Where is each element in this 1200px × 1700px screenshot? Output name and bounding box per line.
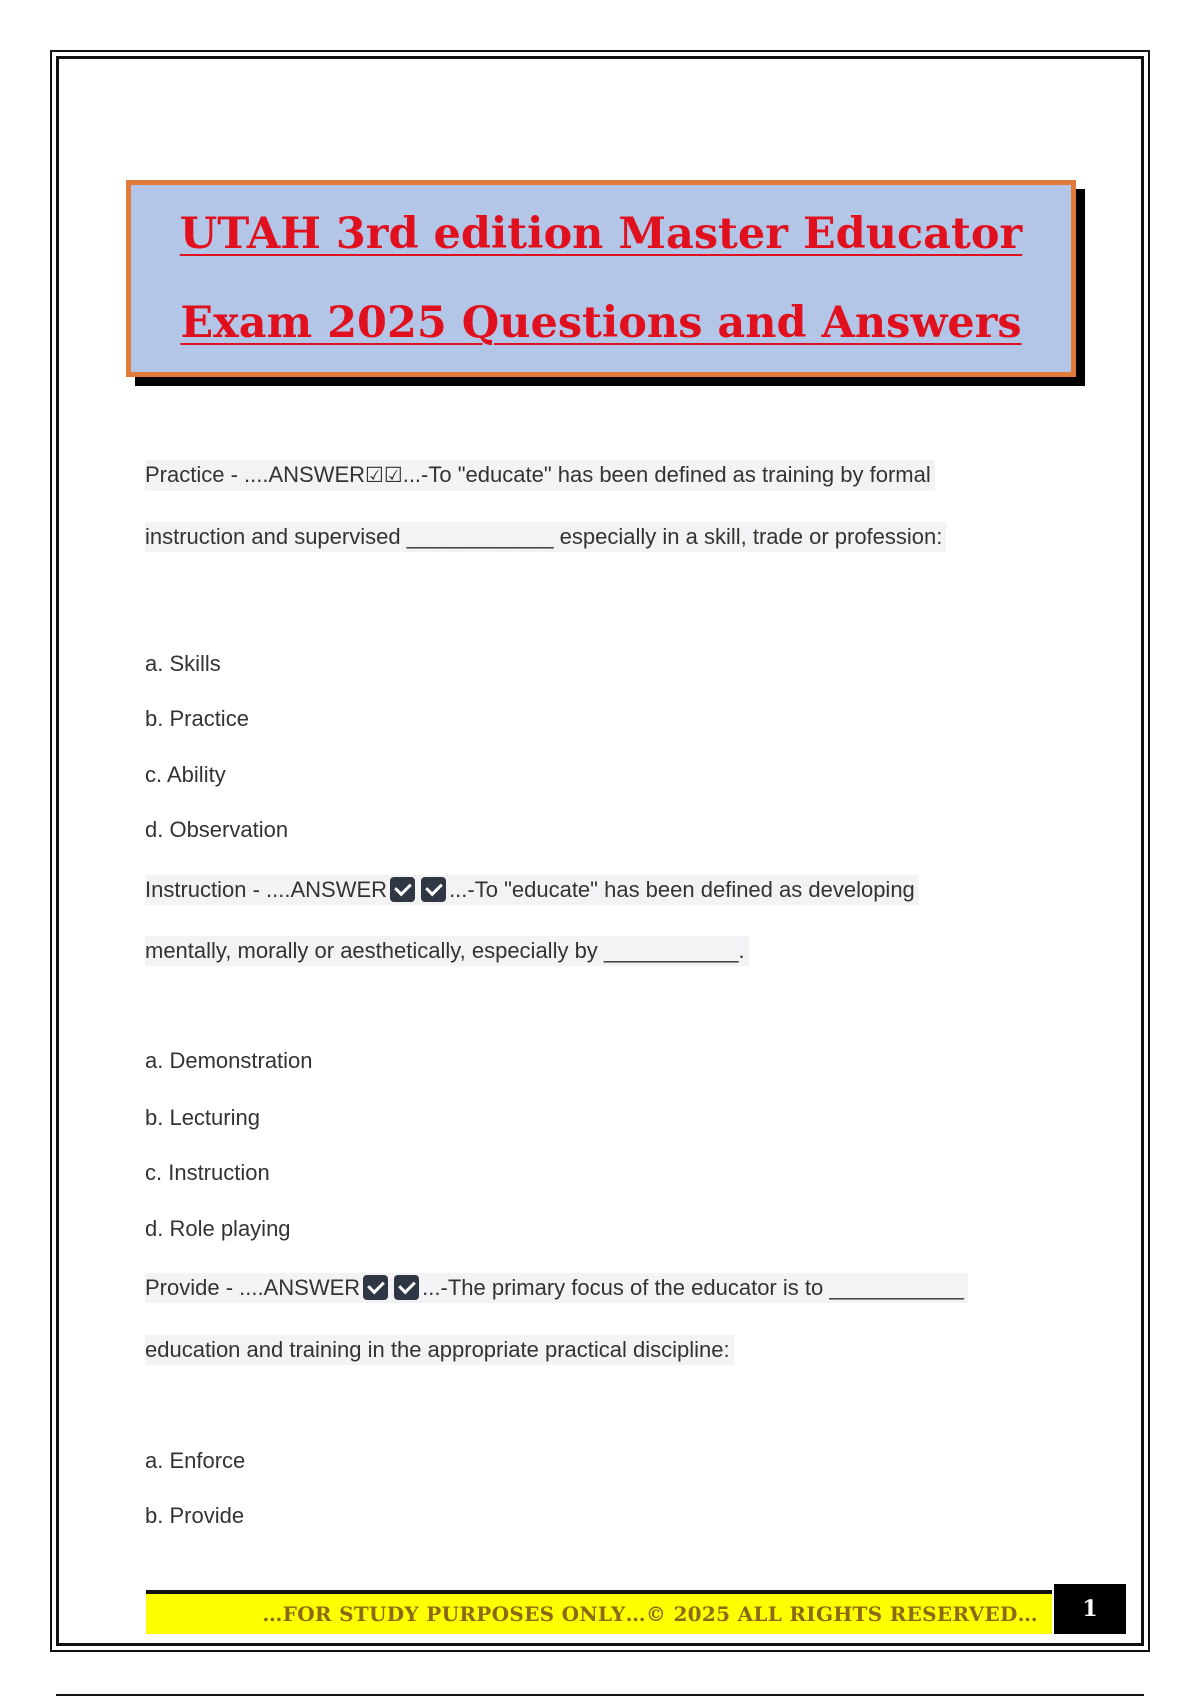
checkbox-checked-icon: [394, 1275, 419, 1300]
page-number-box: [1054, 1584, 1126, 1634]
question-1-option-a: a. Skills: [145, 651, 221, 676]
question-2-text-part-1: ...-To "educate" has been defined as developing: [449, 877, 915, 902]
page-number: 1: [1082, 1596, 1098, 1622]
title-line-2: Exam 2025 Questions and Answers: [180, 297, 1022, 348]
question-1-line-2: instruction and supervised ____________ especially in a skill, trade or profession:: [145, 522, 946, 552]
question-2-option-b: b. Lecturing: [145, 1105, 260, 1130]
question-1-option-c: c. Ability: [145, 762, 226, 787]
question-1-option-b: b. Practice: [145, 706, 249, 731]
question-2-option-d: d. Role playing: [145, 1216, 291, 1241]
checkbox-checked-icon: [421, 877, 446, 902]
question-2-option-a: a. Demonstration: [145, 1048, 313, 1073]
question-3-line-2: education and training in the appropriate practical discipline:: [145, 1335, 734, 1365]
question-2-line-1: [145, 875, 919, 905]
question-1-text-part-1: ...-To "educate" has been defined as training by formal: [402, 462, 931, 487]
question-3-answer-prefix: Provide - ....ANSWER: [145, 1275, 361, 1300]
question-2-answer-prefix: Instruction - ....ANSWER: [145, 877, 388, 902]
question-3-option-a: a. Enforce: [145, 1448, 246, 1473]
title-line-1: UTAH 3rd edition Master Educator: [179, 208, 1023, 259]
question-1-answer-marks: ☑☑: [365, 464, 403, 487]
title-box: [126, 180, 1076, 377]
checkbox-checked-icon: [363, 1275, 388, 1300]
footer-bar: [146, 1590, 1052, 1634]
question-1-answer-prefix: Practice - ....ANSWER: [145, 462, 366, 487]
question-1-line-1: [145, 460, 935, 491]
checkbox-checked-icon: [390, 877, 415, 902]
question-1-option-d: d. Observation: [145, 817, 289, 842]
question-3-option-b: b. Provide: [145, 1503, 245, 1528]
footer-text: …FOR STUDY PURPOSES ONLY…© 2025 ALL RIGHTS RESERVED…: [262, 1602, 1038, 1626]
question-2-line-2: mentally, morally or aesthetically, especially by ___________.: [145, 936, 749, 966]
question-2-option-c: c. Instruction: [145, 1160, 270, 1185]
question-3-text-part-1: ...-The primary focus of the educator is to ___________: [422, 1275, 964, 1300]
bottom-rule: [56, 1694, 1144, 1696]
question-3-line-1: [145, 1273, 968, 1303]
